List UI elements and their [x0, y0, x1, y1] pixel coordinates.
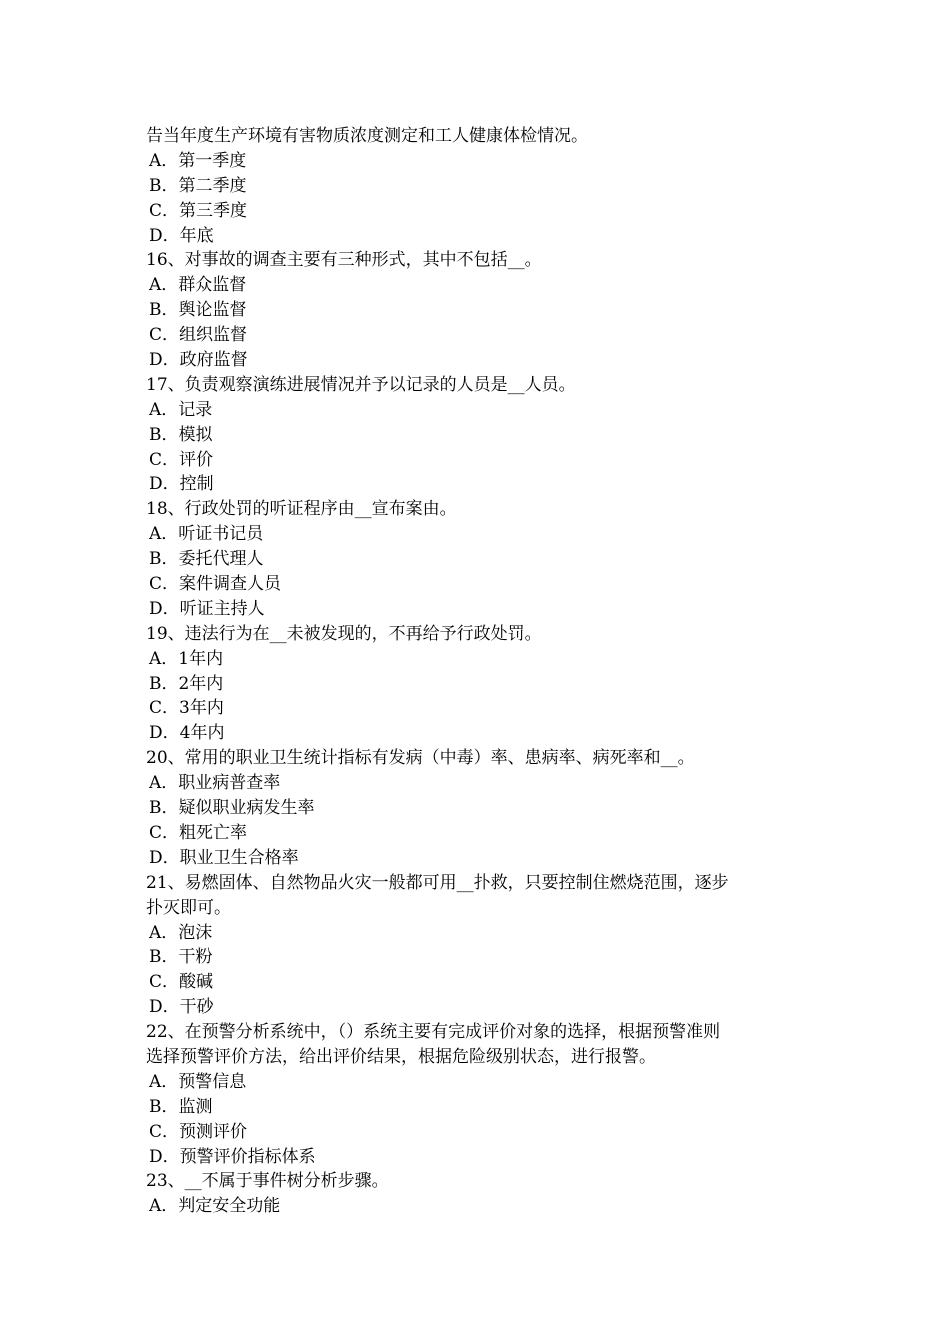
question-text: 16、对事故的调查主要有三种形式，其中不包括__。	[146, 250, 542, 271]
answer-option: C．组织监督	[149, 325, 248, 346]
answer-option: A．判定安全功能	[149, 1196, 281, 1217]
answer-option: A．群众监督	[149, 275, 247, 296]
question-text: 22、在预警分析系统中，（）系统主要有完成评价对象的选择，根据预警准则	[146, 1022, 721, 1043]
question-text: 19、违法行为在__未被发现的，不再给予行政处罚。	[146, 623, 542, 644]
answer-option: A．预警信息	[149, 1071, 247, 1092]
answer-option: C．粗死亡率	[149, 822, 248, 843]
answer-option: D．4年内	[149, 723, 225, 744]
answer-option: A．1年内	[149, 648, 224, 669]
answer-option: A．听证书记员	[149, 524, 264, 545]
answer-option: D．预警评价指标体系	[149, 1146, 316, 1167]
answer-option: C．3年内	[149, 698, 224, 719]
question-text: 20、常用的职业卫生统计指标有发病（中毒）率、患病率、病死率和__。	[146, 748, 695, 769]
answer-option: D．政府监督	[149, 350, 248, 371]
question-text: 告当年度生产环境有害物质浓度测定和工人健康体检情况。	[146, 126, 588, 146]
answer-option: D．控制	[149, 474, 214, 495]
answer-option: D．职业卫生合格率	[149, 847, 299, 868]
answer-option: C．第三季度	[149, 200, 248, 221]
answer-option: B．第二季度	[149, 175, 247, 196]
answer-option: B．疑似职业病发生率	[149, 798, 315, 819]
answer-option: D．干砂	[149, 997, 214, 1018]
answer-option: B．舆论监督	[149, 300, 247, 321]
question-text: 17、负责观察演练进展情况并予以记录的人员是__人员。	[146, 374, 576, 395]
answer-option: C．预测评价	[149, 1121, 248, 1142]
question-text: 选择预警评价方法，给出评价结果，根据危险级别状态，进行报警。	[146, 1046, 656, 1067]
answer-option: C．案件调查人员	[149, 574, 282, 595]
answer-option: B．模拟	[149, 424, 213, 445]
question-text: 18、行政处罚的听证程序由__宣布案由。	[146, 499, 457, 520]
question-text: 23、__不属于事件树分析步骤。	[146, 1171, 389, 1192]
question-text: 21、易燃固体、自然物品火灾一般都可用__扑救，只要控制住燃烧范围，逐步	[146, 872, 729, 893]
answer-option: C．酸碱	[149, 972, 214, 993]
answer-option: D．听证主持人	[149, 598, 265, 619]
answer-option: A．职业病普查率	[149, 773, 281, 794]
answer-option: B．干粉	[149, 947, 213, 968]
answer-option: B．委托代理人	[149, 549, 264, 570]
answer-option: A．泡沫	[149, 922, 213, 943]
answer-option: B．2年内	[149, 673, 224, 694]
document-page	[146, 124, 816, 1219]
answer-option: B．监测	[149, 1096, 213, 1117]
answer-option: D．年底	[149, 225, 214, 246]
question-text: 扑灭即可。	[146, 897, 231, 918]
answer-option: A．第一季度	[149, 150, 247, 171]
answer-option: A．记录	[149, 399, 213, 420]
answer-option: C．评价	[149, 449, 214, 470]
